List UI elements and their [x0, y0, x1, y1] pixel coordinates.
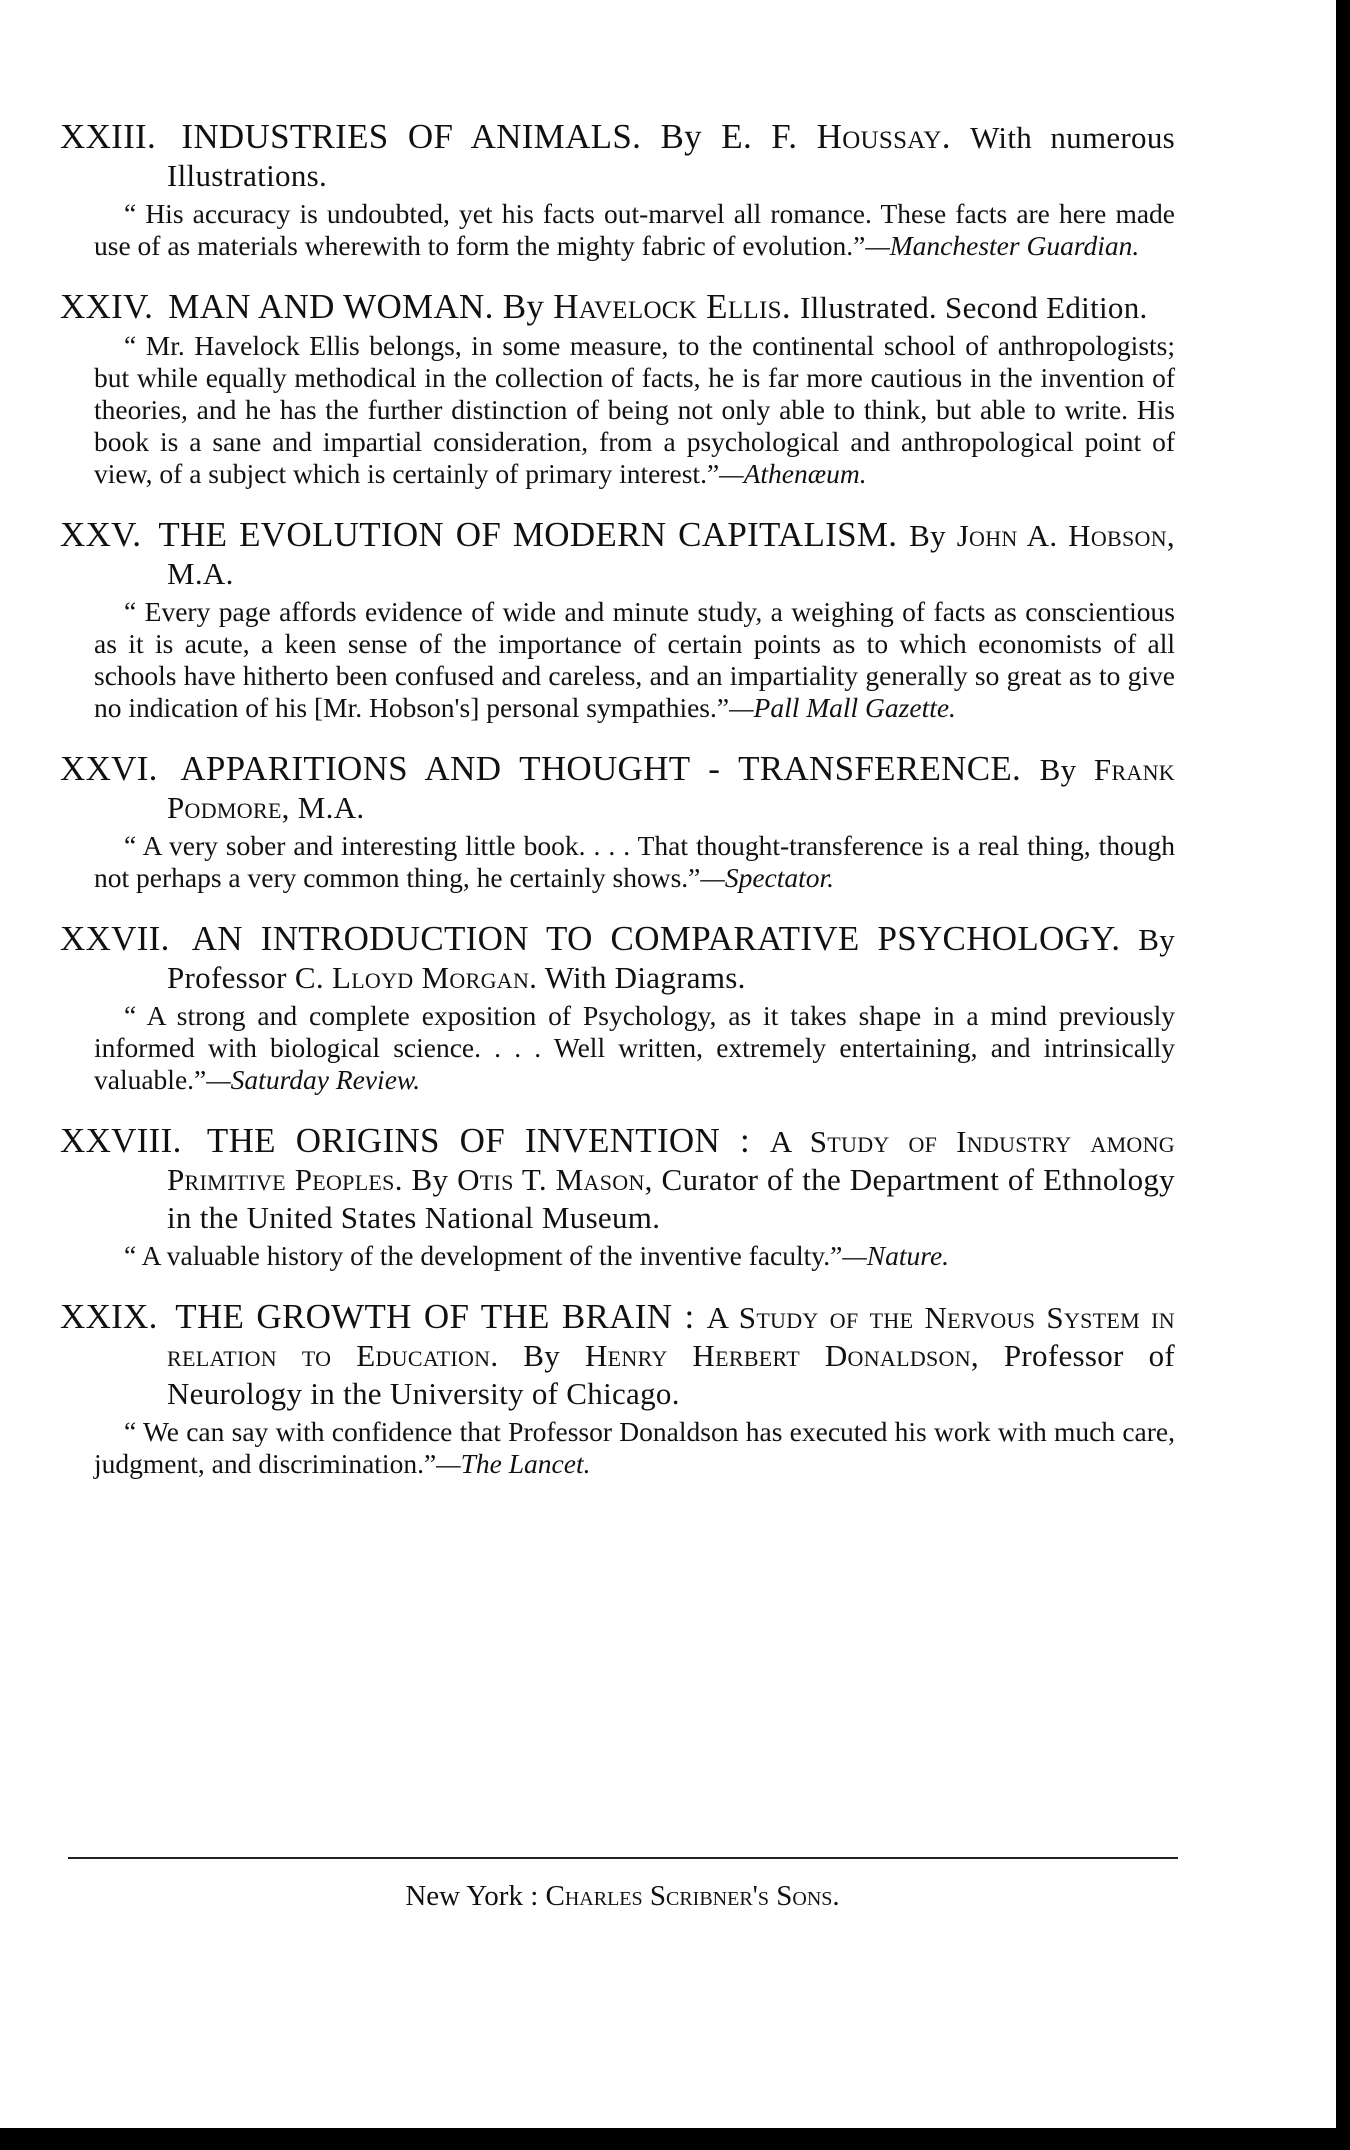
- entry-number: XXVII.: [60, 919, 170, 958]
- entry-title: MAN AND WOMAN.: [168, 287, 494, 326]
- review-quote: [60, 330, 1175, 490]
- entry-title: THE GROWTH OF THE BRAIN :: [175, 1297, 695, 1336]
- book-entry: [60, 920, 1175, 1096]
- quote-source: —Spectator.: [700, 862, 835, 893]
- author-prefix: By: [411, 1162, 449, 1197]
- book-entry: [60, 1298, 1175, 1480]
- entry-number: XXIX.: [60, 1297, 158, 1336]
- entry-title: AN INTRODUCTION TO COMPARATIVE PSYCHOLOGY.: [191, 919, 1121, 958]
- entry-number: XXIV.: [60, 287, 154, 326]
- entry-title: THE ORIGINS OF INVENTION :: [206, 1121, 750, 1160]
- quote-text: “ A very sober and interesting little book. . . . That thought-transference is a real thing, though not perhaps a very common thing, he certainly shows.”: [94, 830, 1175, 893]
- book-entry: [60, 288, 1175, 490]
- book-entry: [60, 516, 1175, 724]
- entry-subtitle: A Study of the Nervous System in relation to Education.: [167, 1300, 1175, 1373]
- entry-number: XXV.: [60, 515, 142, 554]
- entry-heading: [60, 516, 1175, 592]
- entry-author: Havelock Ellis.: [553, 287, 791, 326]
- publisher-footer: [0, 1880, 1245, 1913]
- review-quote: [60, 198, 1175, 262]
- quote-text: “ Every page affords evidence of wide and minute study, a weighing of facts as conscientious as it is acute, a keen sense of the importance of certain points as to which economists of all schools have hitherto been confused and careless, and an impartiality generally so great as to give no indication of his [Mr. Hobson's] personal sympathies.”: [94, 596, 1175, 723]
- footer-place: New York :: [405, 1880, 539, 1912]
- footer-rule: [68, 1857, 1178, 1859]
- entry-heading: [60, 750, 1175, 826]
- entry-number: XXVIII.: [60, 1121, 182, 1160]
- scan-edge-right: [1336, 0, 1350, 2150]
- book-list-page: [60, 118, 1175, 1506]
- quote-source: —Athenæum.: [719, 458, 867, 489]
- quote-text: “ A valuable history of the development of the inventive faculty.”: [124, 1240, 843, 1271]
- quote-source: —Manchester Guardian.: [865, 230, 1140, 261]
- quote-text: “ His accuracy is undoubted, yet his facts out-marvel all romance. These facts are here made use of as materials wherewith to form the mighty fabric of evolution.”: [94, 198, 1175, 261]
- book-entry: [60, 118, 1175, 262]
- entry-heading: [60, 288, 1175, 326]
- author-prefix: By: [660, 117, 702, 156]
- entry-number: XXVI.: [60, 749, 158, 788]
- quote-source: —Nature.: [842, 1240, 950, 1271]
- entry-author: E. F. Houssay.: [721, 117, 951, 156]
- quote-text: “ We can say with confidence that Professor Donaldson has executed his work with much care, judgment, and discrimination.”: [94, 1416, 1175, 1479]
- entry-details: With Diagrams.: [544, 960, 746, 995]
- scan-edge-bottom: [0, 2128, 1350, 2150]
- book-entry: [60, 750, 1175, 894]
- entry-author: Henry Herbert Donaldson,: [584, 1338, 979, 1373]
- entry-heading: [60, 1298, 1175, 1412]
- entry-number: XXIII.: [60, 117, 157, 156]
- entry-subtitle: A Study of Industry among Primitive Peoples.: [167, 1124, 1175, 1197]
- entry-heading: [60, 1122, 1175, 1236]
- author-prefix: By: [1039, 752, 1077, 787]
- review-quote: [60, 596, 1175, 724]
- entry-details: Illustrated. Second Edition.: [799, 290, 1148, 325]
- quote-text: “ Mr. Havelock Ellis belongs, in some measure, to the continental school of anthropologists; but while equally methodical in the collection of facts, he is far more cautious in the invention of theories, and he has the further distinction of being not only able to think, but able to write. His book is a sane and impartial consideration, from a psychological and anthropological point of view, of a subject which is certainly of primary interest.”: [94, 330, 1175, 489]
- footer-publisher: Charles Scribner's Sons.: [545, 1880, 840, 1912]
- book-entry: [60, 1122, 1175, 1272]
- author-prefix: By Professor: [167, 922, 1175, 995]
- entry-author: Otis T. Mason,: [457, 1162, 653, 1197]
- author-prefix: By: [909, 518, 946, 553]
- quote-source: —Saturday Review.: [206, 1064, 421, 1095]
- review-quote: [60, 1240, 1175, 1272]
- entry-heading: [60, 920, 1175, 996]
- entry-title: APPARITIONS AND THOUGHT - TRANSFERENCE.: [180, 749, 1022, 788]
- review-quote: [60, 1416, 1175, 1480]
- quote-source: —The Lancet.: [436, 1448, 591, 1479]
- quote-source: —Pall Mall Gazette.: [729, 692, 956, 723]
- entry-heading: [60, 118, 1175, 194]
- entry-author: John A. Hobson, M.A.: [167, 518, 1175, 591]
- review-quote: [60, 830, 1175, 894]
- entry-title: INDUSTRIES OF ANIMALS.: [181, 117, 642, 156]
- quote-text: “ A strong and complete exposition of Psychology, as it takes shape in a mind previously informed with biological science. . . . Well written, extremely entertaining, and intrinsically valuable.”: [94, 1000, 1175, 1095]
- entry-details: Professor of Neurology in the University of Chicago.: [167, 1338, 1175, 1411]
- entry-details: Curator of the Department of Ethnology in the United States National Museum.: [167, 1162, 1175, 1235]
- author-prefix: By: [502, 287, 545, 326]
- entry-title: THE EVOLUTION OF MODERN CAPITALISM.: [158, 515, 898, 554]
- entry-author: Frank Podmore, M.A.: [167, 752, 1175, 825]
- author-prefix: By: [523, 1338, 561, 1373]
- entry-author: C. Lloyd Morgan.: [294, 960, 538, 995]
- review-quote: [60, 1000, 1175, 1096]
- entry-details: With numerous Illustrations.: [167, 120, 1176, 193]
